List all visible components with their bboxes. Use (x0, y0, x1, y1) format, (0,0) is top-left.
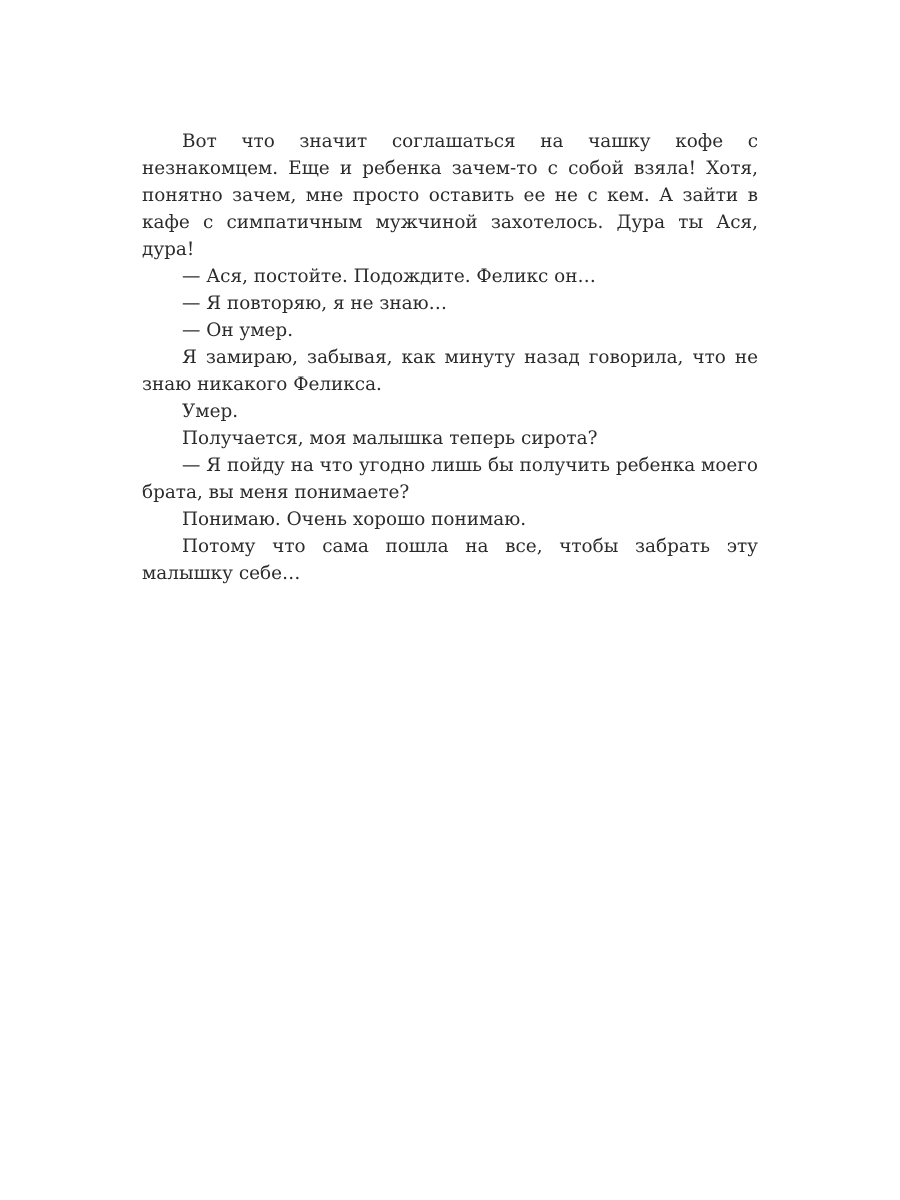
body-text (142, 128, 758, 587)
paragraph: Вот что значит соглашаться на чашку кофе с незнакомцем. Еще и ребенка зачем-то с собой взяла! Хотя, понятно зачем, мне просто оставить ее не с кем. А зайти в кафе с симпатичным мужчиной захотелось. Дура ты Ася, дура! (142, 131, 758, 260)
dialogue-line: — Ася, постойте. Подождите. Феликс он… (182, 266, 596, 287)
paragraph: Понимаю. Очень хорошо понимаю. (182, 509, 527, 530)
paragraph: Умер. (182, 401, 239, 422)
dialogue-line: — Я повторяю, я не знаю… (182, 293, 448, 314)
paragraph: Потому что сама пошла на все, чтобы забрать эту малышку себе… (142, 536, 758, 584)
paragraph: Получается, моя малышка теперь сирота? (182, 428, 598, 449)
dialogue-line: — Я пойду на что угодно лишь бы получить ребенка моего брата, вы меня понимаете? (142, 455, 758, 503)
dialogue-line: — Он умер. (182, 320, 294, 341)
paragraph: Я замираю, забывая, как минуту назад говорила, что не знаю никакого Феликса. (142, 347, 758, 395)
